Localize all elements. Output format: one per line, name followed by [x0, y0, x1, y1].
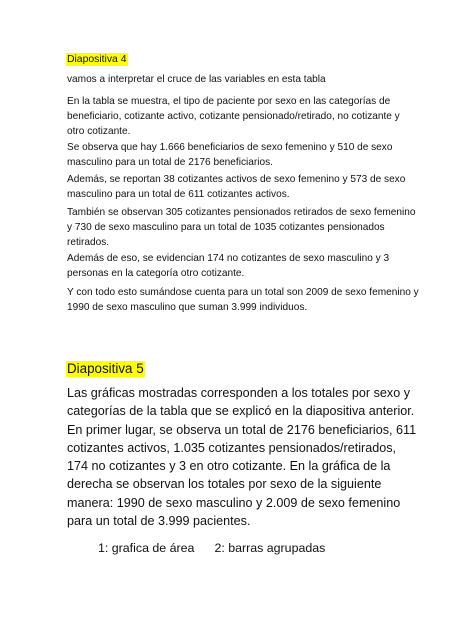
chart-types-list: [98, 541, 325, 556]
chart-type-item: 2: barras agrupadas: [214, 541, 326, 555]
slide5-title: Diapositiva 5: [67, 361, 144, 376]
slide5-paragraph: Las gráficas mostradas corresponden a los totales por sexo y categorías de la tabla que se explicó en la diapositiva anterior. En primer lugar, se observa un total de 2176 beneficiarios, 611 cotizantes activos, 1.035 cotizantes pensionados/retirados, 174 no cotizantes y 3 en otro cotizante. En la gráfica de la derecha se observan los totales por sexo de la siguiente manera: 1990 de sexo masculino y 2.009 de sexo femenino para un total de 3.999 pacientes.: [67, 386, 417, 529]
slide4-intro: vamos a interpretar el cruce de las variables en esta tabla: [67, 74, 326, 85]
slide4-paragraph: En la tabla se muestra, el tipo de paciente por sexo en las categorías de beneficiario, cotizante activo, cotizante pensionado/retirado, no cotizante y otro cotizante.: [67, 96, 400, 137]
slide4-paragraph: También se observan 305 cotizantes pensionados retirados de sexo femenino y 730 de sexo masculino para un total de 1035 cotizantes pensionados retirados.: [67, 207, 416, 248]
slide4-title: Diapositiva 4: [67, 54, 127, 65]
slide4-paragraph: Y con todo esto sumándose cuenta para un total son 2009 de sexo femenino y 1990 de sexo masculino que suman 3.999 individuos.: [67, 287, 419, 313]
slide4-paragraph: Además de eso, se evidencian 174 no cotizantes de sexo masculino y 3 personas en la categoría otro cotizante.: [67, 253, 390, 279]
chart-type-item: 1: grafica de área: [98, 541, 195, 555]
slide4-paragraph: Se observa que hay 1.666 beneficiarios de sexo femenino y 510 de sexo masculino para un total de 2176 beneficiarios.: [67, 142, 393, 168]
slide4-paragraph: Además, se reportan 38 cotizantes activos de sexo femenino y 573 de sexo masculino para un total de 611 cotizantes activos.: [67, 174, 406, 200]
